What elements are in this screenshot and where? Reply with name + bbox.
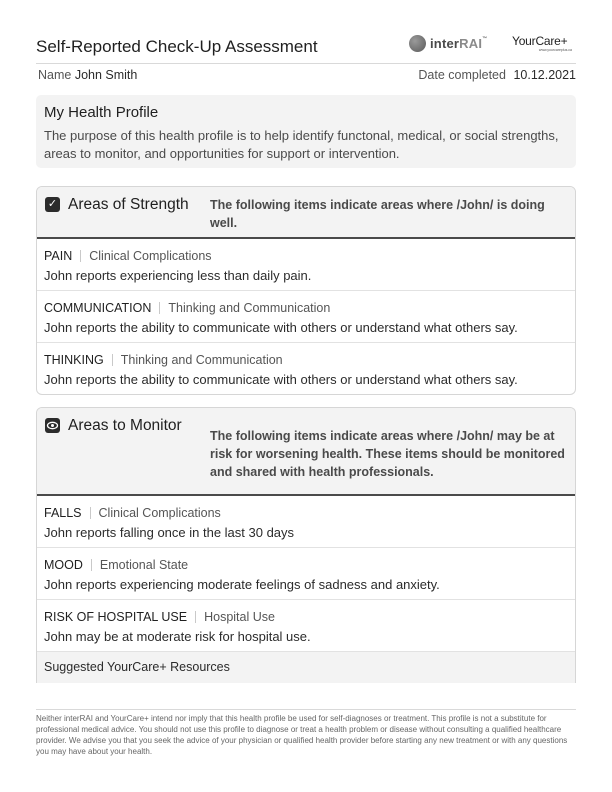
item-text: John reports the ability to communicate with others or understand what others say. [44, 320, 518, 335]
item-separator [80, 250, 81, 262]
list-item [37, 548, 575, 600]
health-profile-title: My Health Profile [44, 104, 159, 121]
item-category: Thinking and Communication [120, 353, 283, 367]
item-text: John reports the ability to communicate with others or understand what others say. [44, 372, 518, 387]
yourcare-logo-name: YourCare+ [512, 34, 568, 48]
section-header [37, 408, 575, 496]
item-category: Clinical Complications [89, 249, 212, 263]
section-title: Areas to Monitor [68, 417, 182, 434]
name-label: Name [38, 68, 72, 82]
item-separator [90, 507, 91, 519]
date-completed [418, 68, 576, 82]
health-profile-box [36, 95, 576, 168]
header-divider [36, 63, 576, 64]
disclaimer-text: Neither interRAI and YourCare+ intend nor imply that this health profile be used for self-diagnoses or treatment. This profile is not a substitute for professional medical advice. You should not use this profile to diagnose or treat a health problem or disease without consulting a qualified healthcare provider. We advise you that you seek the advice of your physician or qualified health provider before starting any new treatment or with any questions you may have about your health. [36, 714, 568, 756]
interrai-logo-part2: RAI [459, 36, 483, 51]
item-separator [91, 559, 92, 571]
item-code: COMMUNICATION [44, 301, 152, 315]
page-title: Self-Reported Check-Up Assessment [36, 37, 318, 56]
item-code: MOOD [44, 558, 83, 572]
yourcare-logo-url: www.yourcareplus.ca [538, 48, 572, 52]
section-title: Areas of Strength [68, 196, 189, 213]
footer-divider [36, 709, 576, 710]
date-label: Date completed [418, 68, 506, 82]
item-text: John reports experiencing less than daily pain. [44, 268, 312, 283]
item-text: John may be at moderate risk for hospital use. [44, 629, 311, 644]
item-category: Clinical Complications [98, 506, 221, 520]
suggested-resources-heading: Suggested YourCare+ Resources [37, 652, 575, 683]
item-code: THINKING [44, 353, 104, 367]
item-category: Emotional State [99, 558, 189, 572]
eye-icon-svg [45, 418, 60, 433]
item-code: PAIN [44, 249, 73, 263]
areas-of-strength-section [36, 186, 576, 395]
yourcare-logo [512, 34, 576, 52]
item-separator [159, 302, 160, 314]
item-separator [195, 611, 196, 623]
section-description: The following items indicate areas where /John/ may be at risk for worsening health. These items should be monitored and shared with health professionals. [210, 429, 565, 479]
eye-icon [45, 418, 60, 433]
patient-meta [36, 66, 576, 84]
item-text: John reports experiencing moderate feelings of sadness and anxiety. [44, 577, 440, 592]
item-code: RISK OF HOSPITAL USE [44, 610, 188, 624]
globe-icon [409, 35, 426, 52]
page-header [36, 30, 576, 60]
item-category: Thinking and Communication [168, 301, 331, 315]
item-category: Hospital Use [204, 610, 275, 624]
list-item [37, 600, 575, 652]
checkbox-checked-icon: ✓ [45, 197, 60, 212]
section-description: The following items indicate areas where /John/ is doing well. [210, 198, 545, 230]
list-item [37, 496, 575, 548]
list-item [37, 291, 575, 343]
item-separator [112, 354, 113, 366]
name-value: John Smith [74, 68, 138, 82]
section-header [37, 187, 575, 239]
list-item [37, 239, 575, 291]
list-item [37, 343, 575, 395]
health-profile-text: The purpose of this health profile is to help identify functonal, medical, or social strengths, areas to monitor, and opportunities for support or intervention. [44, 128, 559, 161]
item-code: FALLS [44, 506, 82, 520]
interrai-logo [409, 35, 487, 52]
interrai-logo-part1: inter [430, 36, 460, 51]
patient-name [38, 68, 137, 82]
areas-to-monitor-section [36, 407, 576, 683]
trademark-symbol: ™ [482, 36, 488, 42]
date-value: 10.12.2021 [513, 68, 576, 82]
item-text: John reports falling once in the last 30 days [44, 525, 295, 540]
